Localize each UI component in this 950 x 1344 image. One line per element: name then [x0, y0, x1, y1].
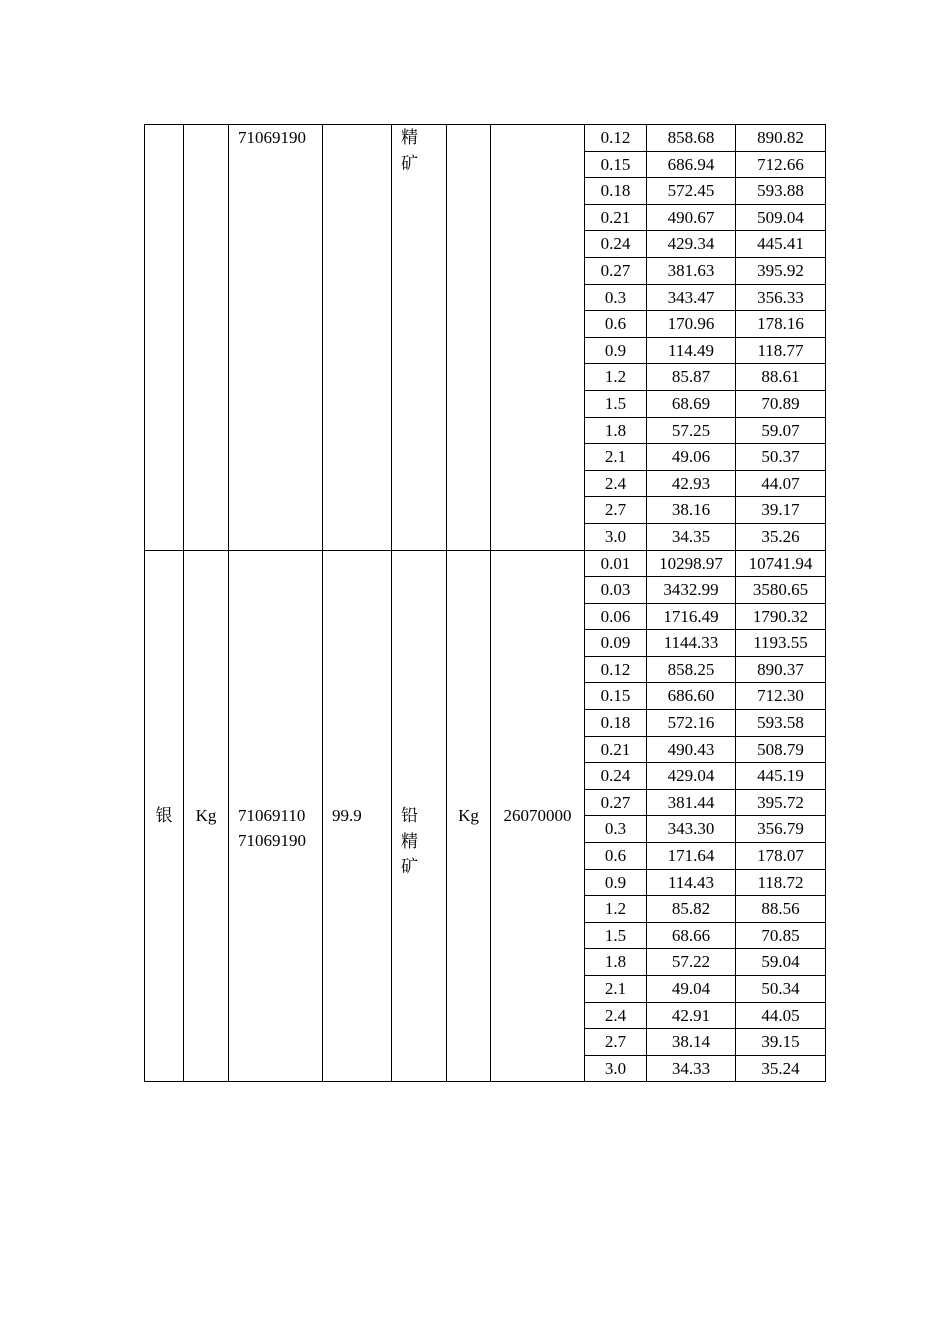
purity-cell	[323, 125, 392, 551]
price-high-cell: 10741.94	[736, 550, 826, 577]
product-cell	[145, 125, 184, 551]
price-high-cell: 356.33	[736, 284, 826, 311]
price-high-cell: 593.88	[736, 178, 826, 205]
grade-cell: 2.1	[585, 976, 647, 1003]
grade-cell: 0.09	[585, 630, 647, 657]
price-high-cell: 88.56	[736, 896, 826, 923]
price-high-cell: 395.72	[736, 789, 826, 816]
price-low-cell: 858.68	[647, 125, 736, 152]
price-low-cell: 68.66	[647, 922, 736, 949]
hs-code-group	[238, 778, 322, 854]
price-high-cell: 44.07	[736, 470, 826, 497]
price-low-cell: 429.04	[647, 763, 736, 790]
price-low-cell: 343.47	[647, 284, 736, 311]
price-low-cell: 38.14	[647, 1029, 736, 1056]
material-code-cell	[491, 125, 585, 551]
grade-cell: 0.24	[585, 763, 647, 790]
price-low-cell: 114.49	[647, 337, 736, 364]
hs-code-2: 71069190	[238, 831, 306, 851]
grade-cell: 2.7	[585, 497, 647, 524]
price-low-cell: 381.63	[647, 257, 736, 284]
grade-cell: 0.03	[585, 577, 647, 604]
price-high-cell: 356.79	[736, 816, 826, 843]
price-high-cell: 50.34	[736, 976, 826, 1003]
price-low-cell: 57.25	[647, 417, 736, 444]
price-low-cell: 10298.97	[647, 550, 736, 577]
unit-cell: Kg	[184, 550, 229, 1082]
price-low-cell: 114.43	[647, 869, 736, 896]
grade-cell: 2.4	[585, 1002, 647, 1029]
price-low-cell: 49.06	[647, 444, 736, 471]
price-high-cell: 445.19	[736, 763, 826, 790]
grade-cell: 0.27	[585, 789, 647, 816]
grade-cell: 0.6	[585, 843, 647, 870]
price-low-cell: 490.67	[647, 204, 736, 231]
price-table	[144, 124, 826, 1082]
price-low-cell: 34.35	[647, 523, 736, 550]
price-low-cell: 686.60	[647, 683, 736, 710]
price-high-cell: 59.04	[736, 949, 826, 976]
price-high-cell: 35.24	[736, 1055, 826, 1082]
price-low-cell: 490.43	[647, 736, 736, 763]
price-high-cell: 508.79	[736, 736, 826, 763]
price-high-cell: 890.82	[736, 125, 826, 152]
grade-cell: 0.27	[585, 257, 647, 284]
grade-cell: 0.15	[585, 151, 647, 178]
price-high-cell: 712.30	[736, 683, 826, 710]
price-low-cell: 49.04	[647, 976, 736, 1003]
grade-cell: 3.0	[585, 523, 647, 550]
price-high-cell: 445.41	[736, 231, 826, 258]
grade-cell: 2.7	[585, 1029, 647, 1056]
product-cell: 银	[145, 550, 184, 1082]
grade-cell: 1.8	[585, 417, 647, 444]
grade-cell: 0.9	[585, 869, 647, 896]
price-high-cell: 39.15	[736, 1029, 826, 1056]
price-high-cell: 1790.32	[736, 603, 826, 630]
price-high-cell: 3580.65	[736, 577, 826, 604]
price-high-cell: 59.07	[736, 417, 826, 444]
price-low-cell: 171.64	[647, 843, 736, 870]
table-row	[145, 125, 826, 152]
grade-cell: 2.1	[585, 444, 647, 471]
hs-code-cell	[229, 550, 323, 1082]
grade-cell: 0.21	[585, 204, 647, 231]
price-high-cell: 70.85	[736, 922, 826, 949]
price-low-cell: 68.69	[647, 390, 736, 417]
material-unit-cell: Kg	[447, 550, 491, 1082]
price-low-cell: 572.16	[647, 710, 736, 737]
price-high-cell: 118.77	[736, 337, 826, 364]
grade-cell: 0.12	[585, 125, 647, 152]
grade-cell: 3.0	[585, 1055, 647, 1082]
price-high-cell: 1193.55	[736, 630, 826, 657]
grade-cell: 2.4	[585, 470, 647, 497]
hs-code-1: 71069110	[238, 805, 306, 825]
grade-cell: 0.15	[585, 683, 647, 710]
grade-cell: 0.21	[585, 736, 647, 763]
grade-cell: 1.2	[585, 896, 647, 923]
purity-cell: 99.9	[323, 550, 392, 1082]
price-low-cell: 170.96	[647, 311, 736, 338]
price-high-cell: 118.72	[736, 869, 826, 896]
price-low-cell: 34.33	[647, 1055, 736, 1082]
grade-cell: 1.2	[585, 364, 647, 391]
price-low-cell: 38.16	[647, 497, 736, 524]
grade-cell: 1.5	[585, 390, 647, 417]
material-text: 铅精矿	[401, 806, 418, 877]
table-row	[145, 550, 826, 577]
price-low-cell: 42.93	[647, 470, 736, 497]
price-high-cell: 593.58	[736, 710, 826, 737]
price-low-cell: 381.44	[647, 789, 736, 816]
price-low-cell: 1716.49	[647, 603, 736, 630]
price-high-cell: 88.61	[736, 364, 826, 391]
price-low-cell: 1144.33	[647, 630, 736, 657]
material-code-cell: 26070000	[491, 550, 585, 1082]
grade-cell: 0.06	[585, 603, 647, 630]
price-high-cell: 395.92	[736, 257, 826, 284]
unit-cell	[184, 125, 229, 551]
grade-cell: 0.3	[585, 816, 647, 843]
price-high-cell: 70.89	[736, 390, 826, 417]
price-high-cell: 39.17	[736, 497, 826, 524]
material-cell	[392, 550, 447, 1082]
price-high-cell: 712.66	[736, 151, 826, 178]
grade-cell: 0.6	[585, 311, 647, 338]
price-low-cell: 343.30	[647, 816, 736, 843]
grade-cell: 1.5	[585, 922, 647, 949]
price-high-cell: 509.04	[736, 204, 826, 231]
price-high-cell: 178.16	[736, 311, 826, 338]
grade-cell: 0.24	[585, 231, 647, 258]
price-low-cell: 85.82	[647, 896, 736, 923]
price-low-cell: 42.91	[647, 1002, 736, 1029]
price-low-cell: 858.25	[647, 656, 736, 683]
price-low-cell: 57.22	[647, 949, 736, 976]
price-high-cell: 35.26	[736, 523, 826, 550]
material-text: 精矿	[401, 128, 418, 173]
price-table-body	[145, 125, 826, 1082]
grade-cell: 1.8	[585, 949, 647, 976]
price-high-cell: 50.37	[736, 444, 826, 471]
price-high-cell: 890.37	[736, 656, 826, 683]
grade-cell: 0.18	[585, 178, 647, 205]
grade-cell: 0.12	[585, 656, 647, 683]
grade-cell: 0.3	[585, 284, 647, 311]
price-low-cell: 572.45	[647, 178, 736, 205]
material-unit-cell	[447, 125, 491, 551]
grade-cell: 0.9	[585, 337, 647, 364]
hs-code-cell: 71069190	[229, 125, 323, 551]
grade-cell: 0.01	[585, 550, 647, 577]
price-low-cell: 429.34	[647, 231, 736, 258]
price-low-cell: 3432.99	[647, 577, 736, 604]
price-low-cell: 85.87	[647, 364, 736, 391]
grade-cell: 0.18	[585, 710, 647, 737]
price-high-cell: 178.07	[736, 843, 826, 870]
price-low-cell: 686.94	[647, 151, 736, 178]
price-high-cell: 44.05	[736, 1002, 826, 1029]
material-cell	[392, 125, 447, 551]
